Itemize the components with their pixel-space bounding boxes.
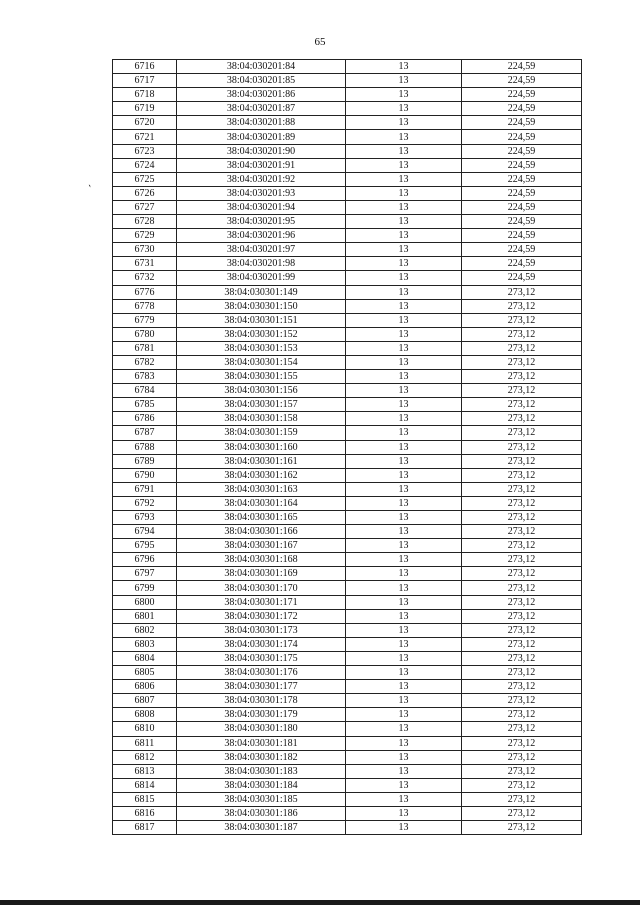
row-number-cell: 6791	[113, 482, 177, 496]
code-cell: 13	[346, 539, 462, 553]
row-number-cell: 6799	[113, 581, 177, 595]
code-cell: 13	[346, 285, 462, 299]
value-cell: 273,12	[462, 370, 582, 384]
table-row	[113, 468, 582, 482]
cadastral-number-cell: 38:04:030201:89	[177, 130, 346, 144]
table-row	[113, 525, 582, 539]
table-row	[113, 440, 582, 454]
table-row	[113, 792, 582, 806]
code-cell: 13	[346, 440, 462, 454]
value-cell: 224,59	[462, 130, 582, 144]
code-cell: 13	[346, 821, 462, 835]
row-number-cell: 6813	[113, 764, 177, 778]
page-number: 65	[314, 36, 326, 48]
code-cell: 13	[346, 229, 462, 243]
table-row	[113, 496, 582, 510]
code-cell: 13	[346, 74, 462, 88]
table-row	[113, 158, 582, 172]
table-row	[113, 454, 582, 468]
table-row	[113, 341, 582, 355]
table-row	[113, 539, 582, 553]
row-number-cell: 6781	[113, 341, 177, 355]
value-cell: 273,12	[462, 525, 582, 539]
row-number-cell: 6801	[113, 609, 177, 623]
row-number-cell: 6787	[113, 426, 177, 440]
value-cell: 273,12	[462, 299, 582, 313]
cadastral-number-cell: 38:04:030301:172	[177, 609, 346, 623]
table-row	[113, 750, 582, 764]
value-cell: 273,12	[462, 778, 582, 792]
table-row	[113, 370, 582, 384]
cadastral-number-cell: 38:04:030301:162	[177, 468, 346, 482]
code-cell: 13	[346, 186, 462, 200]
value-cell: 273,12	[462, 327, 582, 341]
table-row	[113, 708, 582, 722]
code-cell: 13	[346, 806, 462, 820]
code-cell: 13	[346, 736, 462, 750]
value-cell: 224,59	[462, 144, 582, 158]
table-row	[113, 637, 582, 651]
row-number-cell: 6810	[113, 722, 177, 736]
row-number-cell: 6789	[113, 454, 177, 468]
code-cell: 13	[346, 313, 462, 327]
table-row	[113, 229, 582, 243]
table-row	[113, 299, 582, 313]
table-row	[113, 680, 582, 694]
value-cell: 273,12	[462, 708, 582, 722]
code-cell: 13	[346, 172, 462, 186]
code-cell: 13	[346, 623, 462, 637]
cadastral-number-cell: 38:04:030301:161	[177, 454, 346, 468]
row-number-cell: 6717	[113, 74, 177, 88]
cadastral-number-cell: 38:04:030301:156	[177, 384, 346, 398]
table-row	[113, 384, 582, 398]
code-cell: 13	[346, 553, 462, 567]
row-number-cell: 6778	[113, 299, 177, 313]
code-cell: 13	[346, 158, 462, 172]
value-cell: 273,12	[462, 341, 582, 355]
code-cell: 13	[346, 778, 462, 792]
cadastral-number-cell: 38:04:030201:95	[177, 215, 346, 229]
cadastral-number-cell: 38:04:030301:150	[177, 299, 346, 313]
value-cell: 224,59	[462, 102, 582, 116]
row-number-cell: 6784	[113, 384, 177, 398]
cadastral-number-cell: 38:04:030301:171	[177, 595, 346, 609]
cadastral-number-cell: 38:04:030301:152	[177, 327, 346, 341]
code-cell: 13	[346, 355, 462, 369]
cadastral-number-cell: 38:04:030201:96	[177, 229, 346, 243]
row-number-cell: 6803	[113, 637, 177, 651]
cadastral-number-cell: 38:04:030301:169	[177, 567, 346, 581]
cadastral-number-cell: 38:04:030301:166	[177, 525, 346, 539]
table-row	[113, 778, 582, 792]
table-row	[113, 511, 582, 525]
code-cell: 13	[346, 666, 462, 680]
value-cell: 273,12	[462, 680, 582, 694]
row-number-cell: 6780	[113, 327, 177, 341]
code-cell: 13	[346, 102, 462, 116]
row-number-cell: 6785	[113, 398, 177, 412]
row-number-cell: 6797	[113, 567, 177, 581]
cadastral-number-cell: 38:04:030301:181	[177, 736, 346, 750]
row-number-cell: 6726	[113, 186, 177, 200]
row-number-cell: 6721	[113, 130, 177, 144]
code-cell: 13	[346, 454, 462, 468]
table-row	[113, 130, 582, 144]
value-cell: 273,12	[462, 313, 582, 327]
table-row	[113, 74, 582, 88]
table-row	[113, 257, 582, 271]
table-row	[113, 285, 582, 299]
table-row	[113, 186, 582, 200]
cadastral-number-cell: 38:04:030301:158	[177, 412, 346, 426]
table-row	[113, 88, 582, 102]
row-number-cell: 6815	[113, 792, 177, 806]
value-cell: 224,59	[462, 60, 582, 74]
row-number-cell: 6730	[113, 243, 177, 257]
code-cell: 13	[346, 496, 462, 510]
value-cell: 273,12	[462, 637, 582, 651]
row-number-cell: 6783	[113, 370, 177, 384]
cadastral-number-cell: 38:04:030301:170	[177, 581, 346, 595]
row-number-cell: 6786	[113, 412, 177, 426]
scan-bottom-edge	[0, 900, 640, 905]
value-cell: 273,12	[462, 468, 582, 482]
row-number-cell: 6732	[113, 271, 177, 285]
row-number-cell: 6806	[113, 680, 177, 694]
cadastral-number-cell: 38:04:030201:84	[177, 60, 346, 74]
code-cell: 13	[346, 412, 462, 426]
value-cell: 273,12	[462, 623, 582, 637]
cadastral-number-cell: 38:04:030201:92	[177, 172, 346, 186]
row-number-cell: 6812	[113, 750, 177, 764]
table-row	[113, 412, 582, 426]
cadastral-number-cell: 38:04:030301:173	[177, 623, 346, 637]
table-row	[113, 764, 582, 778]
row-number-cell: 6802	[113, 623, 177, 637]
value-cell: 273,12	[462, 454, 582, 468]
value-cell: 273,12	[462, 722, 582, 736]
row-number-cell: 6731	[113, 257, 177, 271]
parcel-registry-table	[112, 59, 582, 835]
cadastral-number-cell: 38:04:030301:168	[177, 553, 346, 567]
cadastral-number-cell: 38:04:030201:91	[177, 158, 346, 172]
code-cell: 13	[346, 130, 462, 144]
cadastral-number-cell: 38:04:030301:157	[177, 398, 346, 412]
cadastral-number-cell: 38:04:030201:87	[177, 102, 346, 116]
table-row	[113, 806, 582, 820]
table-row	[113, 313, 582, 327]
row-number-cell: 6800	[113, 595, 177, 609]
value-cell: 273,12	[462, 806, 582, 820]
row-number-cell: 6719	[113, 102, 177, 116]
value-cell: 273,12	[462, 440, 582, 454]
value-cell: 273,12	[462, 651, 582, 665]
cadastral-number-cell: 38:04:030301:167	[177, 539, 346, 553]
code-cell: 13	[346, 384, 462, 398]
value-cell: 273,12	[462, 750, 582, 764]
code-cell: 13	[346, 243, 462, 257]
cadastral-number-cell: 38:04:030301:176	[177, 666, 346, 680]
value-cell: 273,12	[462, 412, 582, 426]
value-cell: 224,59	[462, 172, 582, 186]
cadastral-number-cell: 38:04:030201:85	[177, 74, 346, 88]
table-row	[113, 426, 582, 440]
row-number-cell: 6728	[113, 215, 177, 229]
cadastral-number-cell: 38:04:030201:94	[177, 200, 346, 214]
cadastral-number-cell: 38:04:030301:186	[177, 806, 346, 820]
table-row	[113, 243, 582, 257]
cadastral-number-cell: 38:04:030301:149	[177, 285, 346, 299]
table-row	[113, 595, 582, 609]
row-number-cell: 6718	[113, 88, 177, 102]
row-number-cell: 6790	[113, 468, 177, 482]
cadastral-number-cell: 38:04:030301:183	[177, 764, 346, 778]
code-cell: 13	[346, 144, 462, 158]
cadastral-number-cell: 38:04:030201:86	[177, 88, 346, 102]
value-cell: 273,12	[462, 595, 582, 609]
value-cell: 273,12	[462, 384, 582, 398]
row-number-cell: 6792	[113, 496, 177, 510]
code-cell: 13	[346, 525, 462, 539]
table-row	[113, 581, 582, 595]
cadastral-number-cell: 38:04:030301:163	[177, 482, 346, 496]
cadastral-number-cell: 38:04:030301:151	[177, 313, 346, 327]
code-cell: 13	[346, 299, 462, 313]
cadastral-number-cell: 38:04:030301:159	[177, 426, 346, 440]
table-row	[113, 553, 582, 567]
code-cell: 13	[346, 609, 462, 623]
code-cell: 13	[346, 426, 462, 440]
cadastral-number-cell: 38:04:030301:179	[177, 708, 346, 722]
code-cell: 13	[346, 341, 462, 355]
row-number-cell: 6782	[113, 355, 177, 369]
value-cell: 224,59	[462, 229, 582, 243]
value-cell: 273,12	[462, 764, 582, 778]
row-number-cell: 6724	[113, 158, 177, 172]
cadastral-number-cell: 38:04:030201:88	[177, 116, 346, 130]
row-number-cell: 6817	[113, 821, 177, 835]
cadastral-number-cell: 38:04:030301:175	[177, 651, 346, 665]
table-row	[113, 327, 582, 341]
value-cell: 273,12	[462, 609, 582, 623]
value-cell: 224,59	[462, 88, 582, 102]
cadastral-number-cell: 38:04:030301:164	[177, 496, 346, 510]
code-cell: 13	[346, 215, 462, 229]
code-cell: 13	[346, 722, 462, 736]
code-cell: 13	[346, 694, 462, 708]
row-number-cell: 6779	[113, 313, 177, 327]
table-row	[113, 271, 582, 285]
table-row	[113, 651, 582, 665]
table-row	[113, 102, 582, 116]
row-number-cell: 6793	[113, 511, 177, 525]
code-cell: 13	[346, 595, 462, 609]
code-cell: 13	[346, 88, 462, 102]
code-cell: 13	[346, 511, 462, 525]
cadastral-number-cell: 38:04:030201:97	[177, 243, 346, 257]
code-cell: 13	[346, 750, 462, 764]
table-row	[113, 60, 582, 74]
value-cell: 273,12	[462, 539, 582, 553]
value-cell: 224,59	[462, 186, 582, 200]
cadastral-number-cell: 38:04:030301:177	[177, 680, 346, 694]
code-cell: 13	[346, 651, 462, 665]
cadastral-number-cell: 38:04:030301:174	[177, 637, 346, 651]
code-cell: 13	[346, 567, 462, 581]
cadastral-number-cell: 38:04:030301:155	[177, 370, 346, 384]
value-cell: 224,59	[462, 257, 582, 271]
value-cell: 273,12	[462, 736, 582, 750]
row-number-cell: 6776	[113, 285, 177, 299]
value-cell: 224,59	[462, 200, 582, 214]
table-row	[113, 666, 582, 680]
value-cell: 273,12	[462, 694, 582, 708]
row-number-cell: 6804	[113, 651, 177, 665]
cadastral-number-cell: 38:04:030301:178	[177, 694, 346, 708]
code-cell: 13	[346, 680, 462, 694]
cadastral-number-cell: 38:04:030301:160	[177, 440, 346, 454]
value-cell: 273,12	[462, 553, 582, 567]
value-cell: 273,12	[462, 426, 582, 440]
code-cell: 13	[346, 764, 462, 778]
value-cell: 224,59	[462, 116, 582, 130]
value-cell: 273,12	[462, 511, 582, 525]
table-row	[113, 623, 582, 637]
row-number-cell: 6794	[113, 525, 177, 539]
cadastral-number-cell: 38:04:030201:99	[177, 271, 346, 285]
row-number-cell: 6816	[113, 806, 177, 820]
table-row	[113, 736, 582, 750]
code-cell: 13	[346, 327, 462, 341]
row-number-cell: 6788	[113, 440, 177, 454]
table-row	[113, 482, 582, 496]
cadastral-number-cell: 38:04:030301:165	[177, 511, 346, 525]
value-cell: 224,59	[462, 271, 582, 285]
row-number-cell: 6716	[113, 60, 177, 74]
code-cell: 13	[346, 116, 462, 130]
cadastral-number-cell: 38:04:030301:187	[177, 821, 346, 835]
value-cell: 273,12	[462, 355, 582, 369]
table-row	[113, 200, 582, 214]
value-cell: 273,12	[462, 496, 582, 510]
code-cell: 13	[346, 482, 462, 496]
value-cell: 273,12	[462, 666, 582, 680]
code-cell: 13	[346, 581, 462, 595]
row-number-cell: 6808	[113, 708, 177, 722]
table-row	[113, 215, 582, 229]
row-number-cell: 6814	[113, 778, 177, 792]
value-cell: 273,12	[462, 567, 582, 581]
code-cell: 13	[346, 200, 462, 214]
code-cell: 13	[346, 370, 462, 384]
cadastral-number-cell: 38:04:030301:180	[177, 722, 346, 736]
row-number-cell: 6811	[113, 736, 177, 750]
table-body	[113, 60, 582, 835]
row-number-cell: 6725	[113, 172, 177, 186]
value-cell: 273,12	[462, 792, 582, 806]
code-cell: 13	[346, 468, 462, 482]
table-row	[113, 172, 582, 186]
cadastral-number-cell: 38:04:030201:93	[177, 186, 346, 200]
cadastral-number-cell: 38:04:030201:90	[177, 144, 346, 158]
cadastral-number-cell: 38:04:030301:153	[177, 341, 346, 355]
code-cell: 13	[346, 398, 462, 412]
value-cell: 224,59	[462, 74, 582, 88]
row-number-cell: 6727	[113, 200, 177, 214]
cadastral-number-cell: 38:04:030301:185	[177, 792, 346, 806]
table-row	[113, 722, 582, 736]
code-cell: 13	[346, 257, 462, 271]
value-cell: 273,12	[462, 398, 582, 412]
value-cell: 224,59	[462, 215, 582, 229]
value-cell: 224,59	[462, 243, 582, 257]
table-row	[113, 355, 582, 369]
code-cell: 13	[346, 60, 462, 74]
row-number-cell: 6805	[113, 666, 177, 680]
stray-scan-mark: `	[83, 181, 93, 197]
row-number-cell: 6720	[113, 116, 177, 130]
value-cell: 273,12	[462, 285, 582, 299]
row-number-cell: 6723	[113, 144, 177, 158]
row-number-cell: 6729	[113, 229, 177, 243]
cadastral-number-cell: 38:04:030301:184	[177, 778, 346, 792]
value-cell: 273,12	[462, 821, 582, 835]
row-number-cell: 6795	[113, 539, 177, 553]
table-row	[113, 144, 582, 158]
table-row	[113, 567, 582, 581]
table-row	[113, 398, 582, 412]
code-cell: 13	[346, 271, 462, 285]
table-row	[113, 821, 582, 835]
table-row	[113, 609, 582, 623]
cadastral-number-cell: 38:04:030201:98	[177, 257, 346, 271]
table-row	[113, 116, 582, 130]
value-cell: 224,59	[462, 158, 582, 172]
table-row	[113, 694, 582, 708]
value-cell: 273,12	[462, 482, 582, 496]
code-cell: 13	[346, 637, 462, 651]
cadastral-number-cell: 38:04:030301:182	[177, 750, 346, 764]
row-number-cell: 6807	[113, 694, 177, 708]
code-cell: 13	[346, 708, 462, 722]
value-cell: 273,12	[462, 581, 582, 595]
cadastral-number-cell: 38:04:030301:154	[177, 355, 346, 369]
code-cell: 13	[346, 792, 462, 806]
row-number-cell: 6796	[113, 553, 177, 567]
